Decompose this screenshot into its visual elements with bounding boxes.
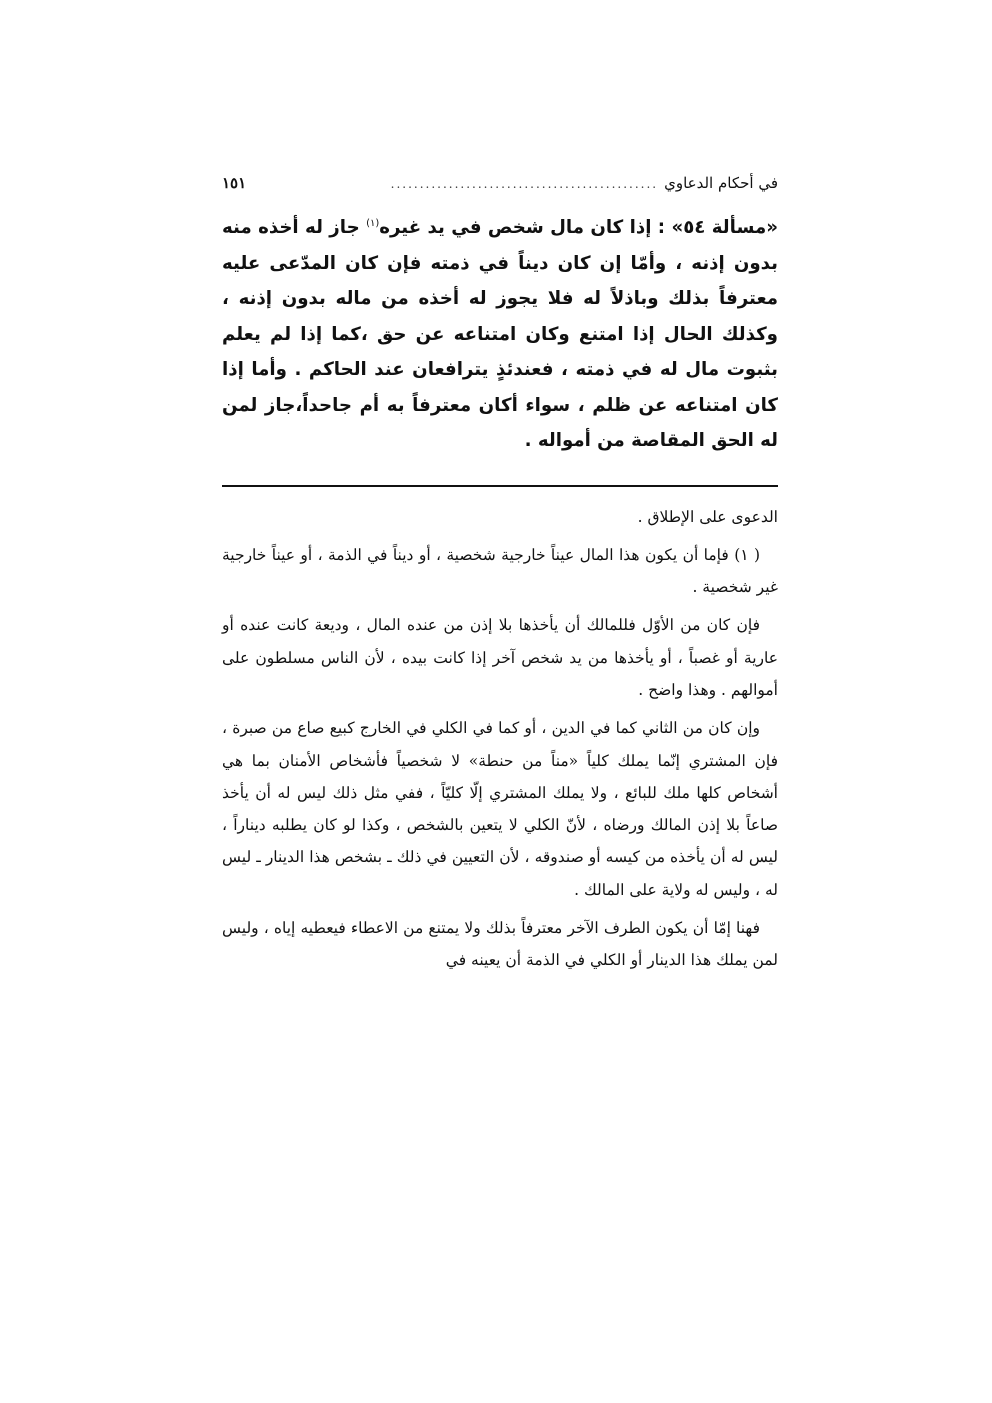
- footnote-reference: (١): [366, 217, 380, 229]
- issue-heading: «مسألة ٥٤» : إذا كان مال شخص في يد غيره: [379, 217, 778, 238]
- leader-dots: ..............................................: [390, 177, 659, 191]
- footnotes-block: [222, 501, 778, 977]
- page-number: ١٥١: [222, 174, 247, 192]
- footnote-continuation: الدعوى على الإطلاق .: [637, 507, 778, 526]
- footnote-paragraph-4: فهنا إمّا أن يكون الطرف الآخر معترفاً بذلك ولا يمتنع من الاعطاء فيعطيه إياه ، وليس لمن يملك هذا الدينار أو الكلي في الذمة أن يعينه في: [222, 919, 778, 970]
- running-header: [222, 170, 778, 196]
- issue-body: جاز له أخذه منه بدون إذنه ، وأمّا إن كان ديناً في ذمته فإن كان المدّعى عليه معترفاً بذلك وباذلاً له فلا يجوز له أخذه من ماله بدون إذنه ، وكذلك الحال إذا امتنع وكان امتناعه عن حق ،كما إذا لم يعلم بثبوت مال له في ذمته ، فعندئذٍ يترافعان عند الحاكم . وأما إذا كان امتناعه عن ظلم ، سواء أكان معترفاً به أم جاحداً،جاز لمن له الحق المقاصة من أمواله .: [222, 217, 778, 451]
- footnote-paragraph-1: ( ١) فإما أن يكون هذا المال عيناً خارجية شخصية ، أو ديناً في الذمة ، أو عيناً خارجية غير شخصية .: [222, 545, 778, 597]
- main-text-block: [222, 210, 778, 459]
- footnote-separator: [222, 485, 778, 487]
- running-title: في أحكام الدعاوي: [664, 174, 778, 192]
- footnote-paragraph-3: وإن كان من الثاني كما في الدين ، أو كما في الكلي في الخارج كبيع صاع من صبرة ، فإن المشتري إنّما يملك كلياً «مناً من حنطة» لا شخصياً فأشخاص الأمنان بما هي أشخاص كلها ملك للبائع ، ولا يملك المشتري إلّا كليّاً ، ففي مثل ذلك ليس له أن يأخذ صاعاً بلا إذن المالك ورضاه ، لأنّ الكلي لا يتعين بالشخص ، وكذا لو كان يطلبه ديناراً ، ليس له أن يأخذه من كيسه أو صندوقه ، لأن التعيين في ذلك ـ بشخص هذا الدينار ـ ليس له ، وليس له ولاية على المالك .: [222, 719, 778, 899]
- book-page: [222, 170, 778, 983]
- footnote-paragraph-2: فإن كان من الأوّل فللمالك أن يأخذها بلا إذن من عنده المال ، وديعة كانت عنده أو عارية أو غصباً ، أو يأخذها من يد شخص آخر إذا كانت بيده ، لأن الناس مسلطون على أموالهم . وهذا واضح .: [222, 616, 778, 699]
